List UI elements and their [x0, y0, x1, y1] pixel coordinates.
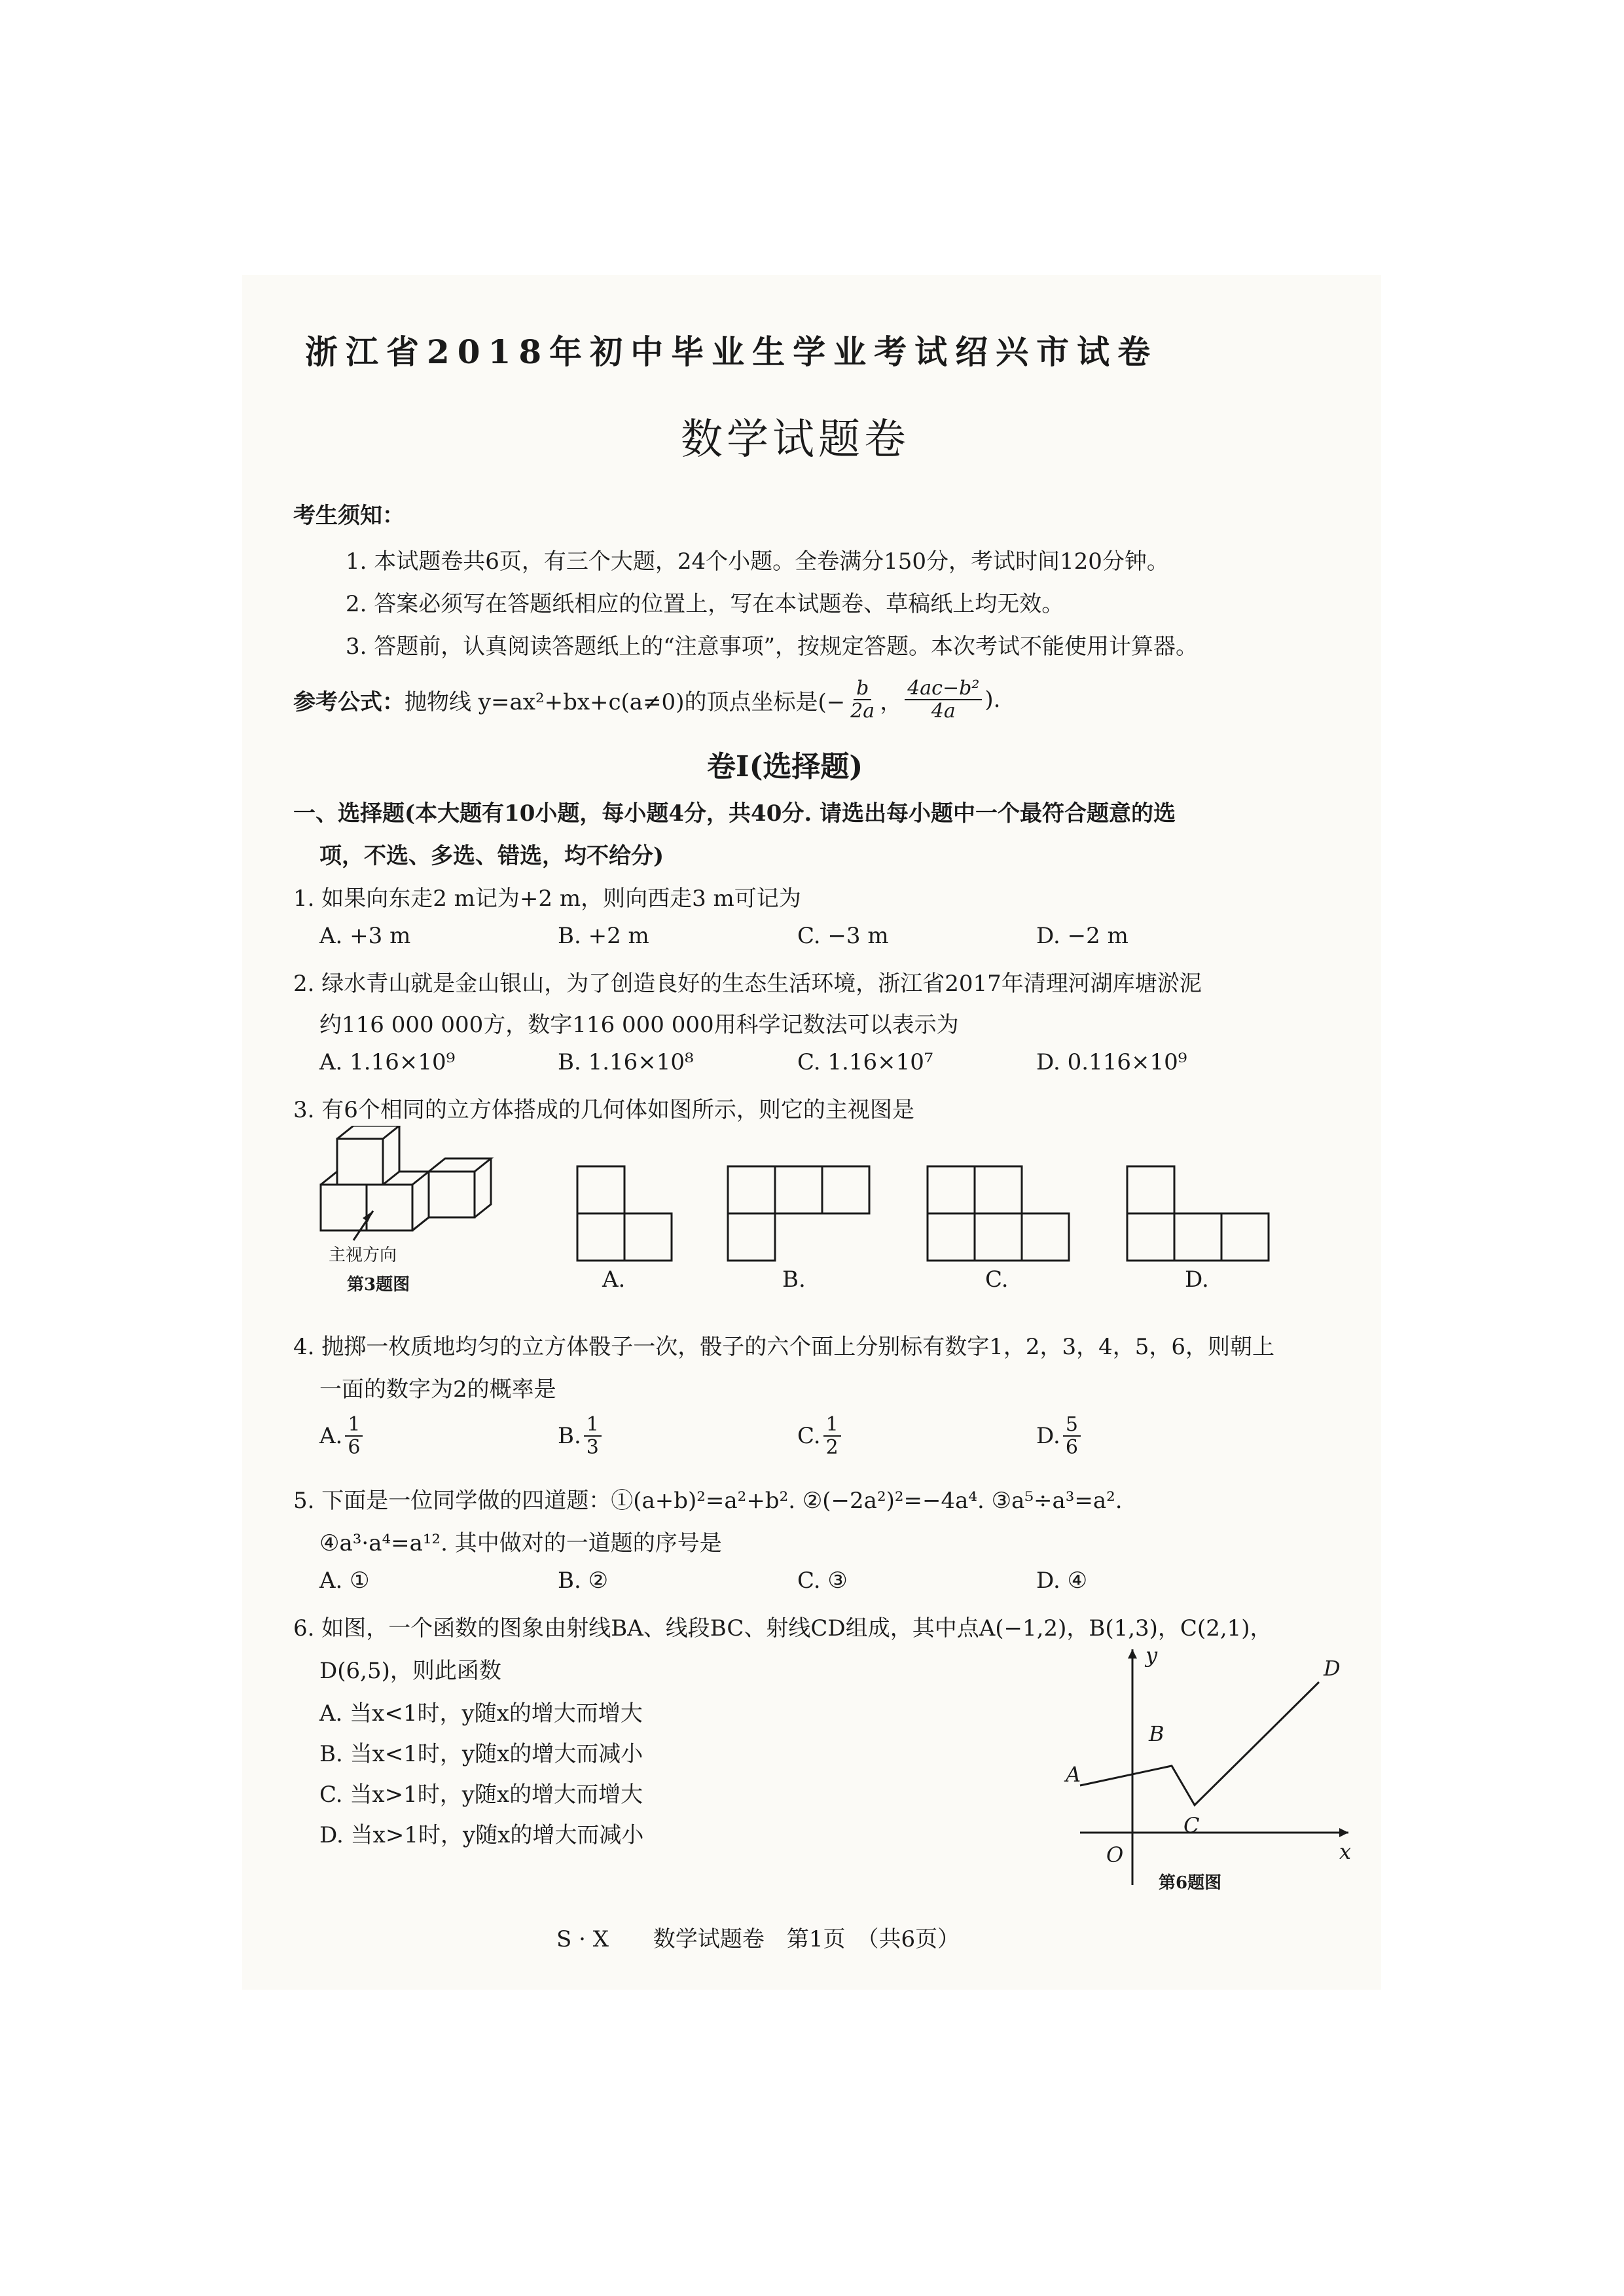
q5-option-d: D. ④ — [1036, 1568, 1088, 1594]
q5-stem-1: 5. 下面是一位同学做的四道题：①(a+b)²=a²+b². ②(−2a²)²=−4a⁴. ③a⁵÷a³=a². — [293, 1488, 1123, 1514]
q3-option-b-figure — [727, 1165, 877, 1270]
part1-line-2: 项，不选、多选、错选，均不给分) — [319, 843, 664, 869]
y-axis-label: y — [1146, 1643, 1158, 1668]
part1-line-1: 一、选择题(本大题有10小题，每小题4分，共40分. 请选出每小题中一个最符合题意的选 — [293, 800, 1176, 827]
q1-option-c: C. −3 m — [797, 923, 889, 949]
q6-option-b: B. 当x<1时，y随x的增大而减小 — [319, 1741, 643, 1767]
exam-title: 浙江省2018年初中毕业生学业考试绍兴市试卷 — [305, 332, 1159, 371]
q5-stem-2: ④a³·a⁴=a¹². 其中做对的一道题的序号是 — [319, 1530, 722, 1556]
page-footer: S · X 数学试题卷 第1页 （共6页） — [556, 1926, 960, 1952]
q6-function-graph — [1054, 1636, 1362, 1892]
q2-option-c: C. 1.16×10⁷ — [797, 1049, 933, 1075]
q1-option-d: D. −2 m — [1036, 923, 1128, 949]
q3-option-c-figure — [926, 1165, 1077, 1270]
q1-stem: 1. 如果向东走2 m记为+2 m，则向西走3 m可记为 — [293, 886, 801, 912]
notice-item-1: 1. 本试题卷共6页，有三个大题，24个小题。全卷满分150分，考试时间120分钟。 — [346, 548, 1169, 575]
q3-caption: 第3题图 — [347, 1275, 410, 1295]
q3-option-a-label: A. — [602, 1266, 626, 1293]
formula-label: 参考公式： — [293, 689, 405, 715]
q5-option-a: A. ① — [319, 1568, 370, 1594]
x-axis-label: x — [1339, 1839, 1352, 1864]
formula-fraction-2: $\frac{\text{4ac−b²}}{4a}$ — [905, 677, 982, 722]
q3-solid-figure — [308, 1126, 504, 1244]
q2-option-d: D. 0.116×10⁹ — [1036, 1049, 1187, 1075]
q4-option-c: C. $\frac{1}{2}$ — [797, 1414, 844, 1458]
function-polyline — [1080, 1682, 1319, 1805]
notice-item-2: 2. 答案必须写在答题纸相应的位置上，写在本试题卷、草稿纸上均无效。 — [346, 591, 1064, 617]
q2-option-b: B. 1.16×10⁸ — [558, 1049, 694, 1075]
q3-option-a-figure — [576, 1165, 681, 1270]
q4-option-b: B. $\frac{1}{3}$ — [558, 1414, 604, 1458]
q6-option-a: A. 当x<1时，y随x的增大而增大 — [319, 1700, 643, 1727]
q5-option-c: C. ③ — [797, 1568, 848, 1594]
section-title: 卷Ⅰ(选择题) — [707, 750, 863, 783]
q1-option-b: B. +2 m — [558, 923, 649, 949]
exam-subtitle: 数学试题卷 — [681, 416, 910, 464]
point-d-label: D — [1324, 1656, 1341, 1681]
notice-item-3: 3. 答题前，认真阅读答题纸上的“注意事项”，按规定答题。本次考试不能使用计算器。 — [346, 634, 1199, 660]
q3-option-d-figure — [1126, 1165, 1276, 1270]
q3-option-c-label: C. — [985, 1266, 1009, 1293]
q3-option-d-label: D. — [1185, 1266, 1209, 1293]
q3-arrow-label: 主视方向 — [329, 1246, 397, 1265]
q6-caption: 第6题图 — [1159, 1873, 1222, 1892]
q2-stem-1: 2. 绿水青山就是金山银山，为了创造良好的生态生活环境，浙江省2017年清理河湖库塘淤泥 — [293, 971, 1202, 997]
point-c-label: C — [1183, 1813, 1200, 1838]
q4-option-d: D. $\frac{5}{6}$ — [1036, 1414, 1083, 1458]
q1-option-a: A. +3 m — [319, 923, 411, 949]
q4-option-a: A. $\frac{1}{6}$ — [319, 1414, 365, 1458]
point-b-label: B — [1149, 1721, 1164, 1746]
q4-stem-1: 4. 抛掷一枚质地均匀的立方体骰子一次，骰子的六个面上分别标有数字1，2，3，4，5，6，则朝上 — [293, 1334, 1275, 1360]
q4-stem-2: 一面的数字为2的概率是 — [319, 1376, 556, 1403]
q3-stem: 3. 有6个相同的立方体搭成的几何体如图所示，则它的主视图是 — [293, 1097, 914, 1123]
q2-stem-2: 约116 000 000方，数字116 000 000用科学记数法可以表示为 — [319, 1012, 959, 1038]
notice-heading: 考生须知： — [293, 503, 405, 529]
origin-label: O — [1106, 1842, 1124, 1867]
point-a-label: A — [1066, 1762, 1081, 1787]
q6-stem-2: D(6,5)，则此函数 — [319, 1658, 501, 1684]
q6-option-c: C. 当x>1时，y随x的增大而增大 — [319, 1782, 643, 1808]
q6-option-d: D. 当x>1时，y随x的增大而减小 — [319, 1822, 644, 1848]
q6-stem-1: 6. 如图，一个函数的图象由射线BA、线段BC、射线CD组成，其中点A(−1,2)，B(1,3)，C(2,1)， — [293, 1615, 1272, 1641]
reference-formula: 参考公式： 抛物线 y=ax²+bx+c(a≠0)的顶点坐标是(− $\frac{b}{2a}$ ， $\frac{\text{4ac−b²}}{4a}$ ). — [293, 677, 1001, 723]
q5-option-b: B. ② — [558, 1568, 609, 1594]
q2-option-a: A. 1.16×10⁹ — [319, 1049, 456, 1075]
formula-fraction-1: $\frac{b}{2a}$ — [850, 677, 875, 723]
formula-text: 抛物线 y=ax²+bx+c(a≠0)的顶点坐标是(− — [405, 689, 846, 715]
q3-option-b-label: B. — [782, 1266, 806, 1293]
